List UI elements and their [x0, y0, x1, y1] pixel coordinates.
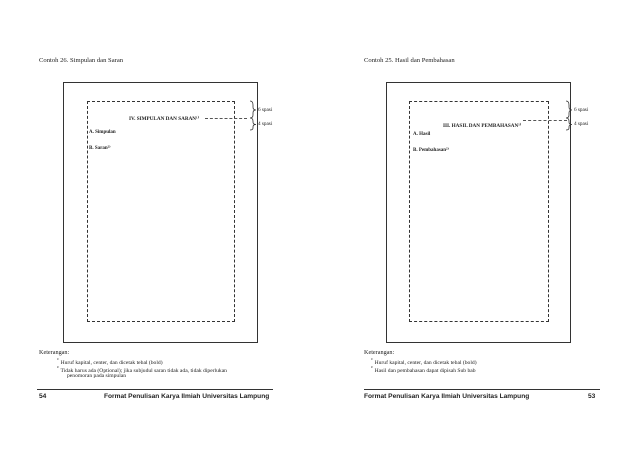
right-footer-rule [364, 389, 600, 390]
right-note-1-mark: ¹⁾ [371, 357, 374, 362]
right-note-2-text: Hasil dan pembahasan dapat dipisah Sub bab [374, 367, 476, 374]
left-footer-title: Format Penulisan Karya Ilmiah Universitas Lampung [104, 393, 270, 400]
right-space-4-label: 4 spasi [574, 121, 589, 127]
left-note-1-text: Huruf kapital, center, dan dicetak tebal (bold) [60, 359, 163, 366]
right-notes-title: Keterangan: [364, 349, 395, 356]
right-page-number: 53 [588, 393, 596, 400]
right-space-6-label: 6 spasi [574, 107, 589, 113]
right-subheading-b: B. Pembahasan²⁾ [413, 148, 450, 153]
left-footer-rule [37, 389, 273, 390]
left-figure-caption: Contoh 26. Simpulan dan Saran [39, 57, 124, 64]
right-note-2 [371, 365, 476, 374]
left-space-6-label: 6 spasi [258, 107, 273, 113]
right-heading-leader [523, 120, 567, 121]
left-subheading-a: A. Simpulan [89, 130, 116, 135]
left-notes-title: Keterangan: [39, 349, 70, 356]
left-space-4-label: 4 spasi [258, 121, 273, 127]
left-heading-leader [205, 118, 247, 119]
right-chapter-heading: III. HASIL DAN PEMBAHASAN¹⁾ [443, 123, 522, 129]
left-chapter-heading: IV. SIMPULAN DAN SARAN¹⁾ [129, 116, 200, 122]
left-note-2-mark: ²⁾ [57, 365, 60, 370]
left-spacing-braces [249, 101, 257, 131]
right-subheading-a: A. Hasil [413, 132, 431, 137]
right-figure-caption: Contoh 25. Hasil dan Pembahasan [364, 57, 455, 64]
right-note-1-text: Huruf kapital, center, dan dicetak tebal (bold) [374, 359, 477, 366]
right-spacing-braces [565, 101, 573, 131]
left-note-2-continued: penomoran pada simpulan [67, 373, 127, 379]
left-note-1-mark: ¹⁾ [57, 357, 60, 362]
right-footer-title: Format Penulisan Karya Ilmiah Universitas Lampung [364, 393, 530, 400]
right-note-2-mark: ²⁾ [371, 365, 374, 370]
left-subheading-b: B. Saran²⁾ [89, 146, 111, 151]
left-note-2-text: Tidak harus ada (Optional); jika subjudul saran tidak ada, tidak diperlukan [60, 367, 227, 374]
left-page-number: 54 [39, 393, 47, 400]
